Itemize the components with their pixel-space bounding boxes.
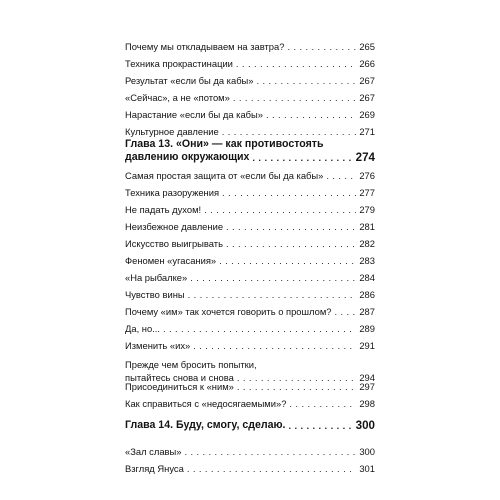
toc-entry — [125, 75, 375, 86]
toc-entry-title: Присоединиться к «ним» — [125, 381, 234, 392]
toc-entry-title: Не падать духом! — [125, 204, 202, 215]
toc-entry — [125, 463, 375, 474]
toc-entry-page: 265 — [359, 41, 375, 52]
toc-entry-page: 301 — [359, 463, 375, 474]
toc-entry-title: Чувство вины — [125, 289, 185, 300]
toc-entry-page: 298 — [359, 398, 375, 409]
chapter-title-line1: Глава 13. «Они» — как противостоять — [125, 138, 324, 150]
toc-entry — [125, 340, 375, 351]
toc-entry-title: «Сейчас», а не «потом» — [125, 92, 230, 103]
dot-leader — [193, 340, 356, 351]
toc-entry-title: Феномен «угасания» — [125, 255, 217, 266]
toc-entry — [125, 109, 375, 120]
chapter-title-line2: давлению окружающих — [125, 151, 250, 163]
dot-leader — [287, 41, 356, 52]
toc-entry-page: 283 — [359, 255, 375, 266]
toc-entry-title: Почему мы откладываем на завтра? — [125, 41, 285, 52]
dot-leader — [266, 109, 356, 120]
toc-entry-title: Почему «им» так хочется говорить о прошлом? — [125, 306, 332, 317]
toc-entry — [125, 126, 375, 137]
toc-entry — [125, 306, 375, 317]
dot-leader — [236, 58, 356, 69]
toc-entry-page: 291 — [359, 340, 375, 351]
dot-leader — [335, 306, 357, 317]
dot-leader — [226, 238, 356, 249]
dot-leader — [257, 75, 357, 86]
toc-entry-page: 294 — [359, 372, 375, 383]
toc-entry-page: 267 — [359, 75, 375, 86]
toc-entry-page: 286 — [359, 289, 375, 300]
toc-entry — [125, 381, 375, 392]
toc-entry-title: Неизбежное давление — [125, 221, 224, 232]
dot-leader — [190, 272, 356, 283]
toc-entry-title: Нарастание «если бы да кабы» — [125, 109, 264, 120]
toc-entry-page: 282 — [359, 238, 375, 249]
toc-entry-title: Культурное давление — [125, 126, 219, 137]
toc-entry-title: Взгляд Януса — [125, 463, 184, 474]
dot-leader — [204, 204, 356, 215]
toc-entry-page: 276 — [359, 170, 375, 181]
toc-entry-page: 287 — [359, 306, 375, 317]
toc-entry-page: 297 — [359, 381, 375, 392]
toc-entry — [125, 41, 375, 52]
toc-entry-title: Техника разоружения — [125, 187, 220, 198]
toc-entry — [125, 204, 375, 215]
toc-entry-title: Как справиться с «недосягаемыми»? — [125, 398, 287, 409]
toc-entry-title: Искусство выигрывать — [125, 238, 223, 249]
dot-leader — [289, 419, 353, 432]
toc-entry — [125, 58, 375, 69]
toc-entry-page: 281 — [359, 221, 375, 232]
toc-entry — [125, 187, 375, 198]
chapter-heading — [125, 419, 375, 432]
toc-entry — [125, 446, 375, 457]
dot-leader — [222, 187, 356, 198]
toc-entry-title: Результат «если бы да кабы» — [125, 75, 254, 86]
dot-leader — [219, 255, 356, 266]
toc-entry-title: Самая простая защита от «если бы да кабы» — [125, 170, 324, 181]
chapter-page: 300 — [355, 419, 375, 432]
chapter-page: 274 — [355, 151, 375, 164]
dot-leader — [188, 289, 357, 300]
toc-entry-page: 289 — [359, 323, 375, 334]
toc-entry-page: 284 — [359, 272, 375, 283]
toc-entry — [125, 238, 375, 249]
toc-entry-page: 271 — [359, 126, 375, 137]
toc-entry — [125, 272, 375, 283]
toc-entry-title: Да, но... — [125, 323, 160, 334]
dot-leader — [289, 398, 356, 409]
toc-entry — [125, 170, 375, 181]
toc-entry — [125, 289, 375, 300]
dot-leader — [163, 323, 356, 334]
dot-leader — [233, 92, 357, 103]
toc-entry — [125, 255, 375, 266]
toc-entry-title: «Зал славы» — [125, 446, 182, 457]
toc-entry-title-line1: Прежде чем бросить попытки, — [125, 359, 257, 370]
toc-entry — [125, 92, 375, 103]
toc-entry-page: 269 — [359, 109, 375, 120]
dot-leader — [187, 463, 357, 474]
toc-entry-page: 266 — [359, 58, 375, 69]
toc-entry-page: 279 — [359, 204, 375, 215]
toc-entry-title: Изменить «их» — [125, 340, 191, 351]
toc-entry-multiline — [125, 359, 375, 383]
dot-leader — [326, 170, 356, 181]
dot-leader — [252, 151, 352, 164]
dot-leader — [226, 221, 356, 232]
toc-entry-page: 267 — [359, 92, 375, 103]
chapter-title: Глава 14. Буду, смогу, сделаю. — [125, 419, 286, 431]
dot-leader — [184, 446, 356, 457]
toc-entry-title: Техника прокрастинации — [125, 58, 233, 69]
dot-leader — [222, 126, 357, 137]
toc-entry-title: «На рыбалке» — [125, 272, 188, 283]
toc-entry — [125, 398, 375, 409]
toc-entry-page: 277 — [359, 187, 375, 198]
toc-entry — [125, 221, 375, 232]
toc-entry — [125, 323, 375, 334]
dot-leader — [237, 381, 356, 392]
chapter-heading — [125, 138, 375, 164]
toc-entry-page: 300 — [359, 446, 375, 457]
toc-entry-title-line2: пытайтесь снова и снова — [125, 372, 234, 383]
chapter-title-row — [125, 151, 375, 164]
